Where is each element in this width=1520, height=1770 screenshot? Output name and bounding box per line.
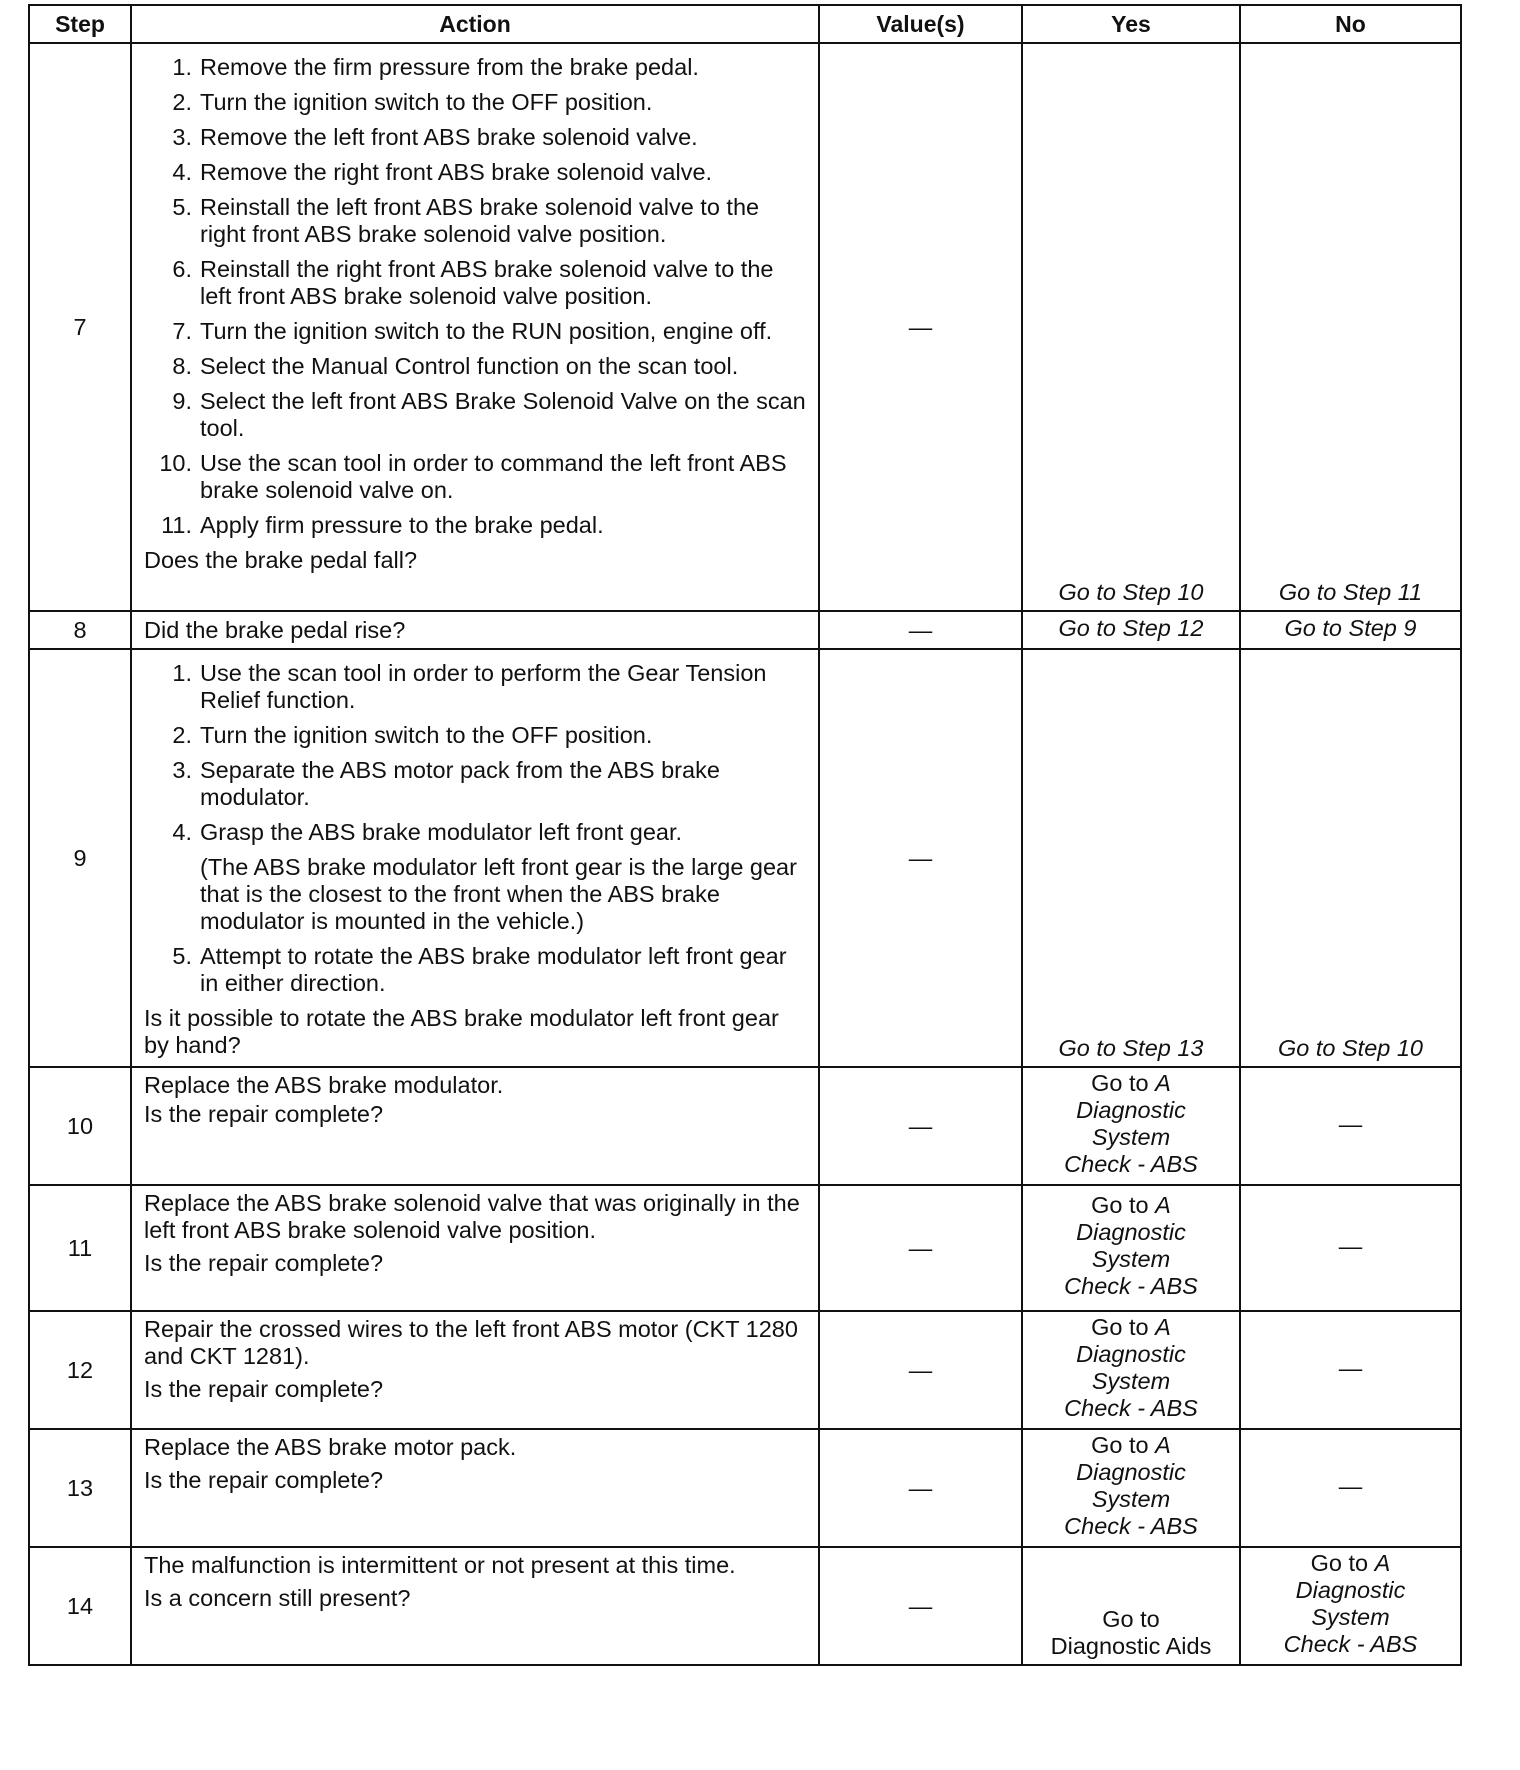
value-cell: —: [819, 1547, 1022, 1665]
table-row: [29, 1547, 1461, 1665]
value-cell: —: [819, 1429, 1022, 1547]
header-action: Action: [131, 5, 819, 43]
table-row: [29, 1311, 1461, 1429]
action-question: Is the repair complete?: [144, 1376, 384, 1402]
no-goto: —: [1240, 1067, 1461, 1185]
action-cell: [131, 611, 819, 649]
list-item: 2. Turn the ignition switch to the OFF position.: [172, 722, 653, 748]
list-item: 4. Grasp the ABS brake modulator left front gear.: [172, 819, 683, 845]
value-cell: —: [819, 649, 1022, 1067]
yes-goto: Go to A Diagnostic System Check - ABS: [1022, 1429, 1240, 1547]
action-cell: [131, 1311, 819, 1429]
step-number: 9: [29, 649, 131, 1067]
yes-goto: Go to Step 13: [1022, 649, 1240, 1067]
table-row: [29, 1185, 1461, 1311]
value-cell: —: [819, 611, 1022, 649]
action-question: Is it possible to rotate the ABS brake modulator left front gear by hand?: [144, 1005, 779, 1058]
action-list: [144, 943, 806, 997]
yes-goto: Go to A Diagnostic System Check - ABS: [1022, 1311, 1240, 1429]
list-item: 1. Remove the firm pressure from the brake pedal.: [172, 54, 699, 80]
list-item: 5. Attempt to rotate the ABS brake modulator left front gear in either direction.: [172, 943, 787, 996]
yes-goto: Go to A Diagnostic System Check - ABS: [1022, 1185, 1240, 1311]
header-yes: Yes: [1022, 5, 1240, 43]
header-no: No: [1240, 5, 1461, 43]
list-item: 3. Separate the ABS motor pack from the ABS brake modulator.: [172, 757, 720, 810]
action-question: Is the repair complete?: [144, 1467, 384, 1493]
yes-goto: Go to A Diagnostic System Check - ABS: [1022, 1067, 1240, 1185]
step-number: 14: [29, 1547, 131, 1665]
action-cell: [131, 1067, 819, 1185]
action-cell: [131, 649, 819, 1067]
action-list: [144, 660, 806, 846]
no-goto: —: [1240, 1185, 1461, 1311]
header-values: Value(s): [819, 5, 1022, 43]
no-goto: Go to Step 11: [1240, 43, 1461, 611]
action-cell: [131, 43, 819, 611]
action-question: Does the brake pedal fall?: [144, 547, 418, 573]
step-number: 7: [29, 43, 131, 611]
action-note: (The ABS brake modulator left front gear is the large gear that is the closest to the front when the ABS brake modulator is mounted in the vehicle.): [200, 854, 797, 934]
action-cell: [131, 1547, 819, 1665]
list-item: 5. Reinstall the left front ABS brake solenoid valve to the right front ABS brake solenoid valve position.: [172, 194, 760, 247]
action-cell: [131, 1185, 819, 1311]
list-item: 2. Turn the ignition switch to the OFF position.: [172, 89, 653, 115]
action-cell: [131, 1429, 819, 1547]
action-question: Is the repair complete?: [144, 1250, 384, 1276]
no-goto: Go to A Diagnostic System Check - ABS: [1240, 1547, 1461, 1665]
table-row: [29, 43, 1461, 611]
step-number: 12: [29, 1311, 131, 1429]
yes-goto: Go to Step 10: [1022, 43, 1240, 611]
list-item: 6. Reinstall the right front ABS brake solenoid valve to the left front ABS brake solenoid valve position.: [172, 256, 774, 309]
yes-goto: Go to Step 12: [1022, 611, 1240, 649]
no-goto: Go to Step 9: [1240, 611, 1461, 649]
action-question: Is a concern still present?: [144, 1585, 411, 1611]
action-line: Replace the ABS brake motor pack.: [144, 1434, 517, 1460]
table-row: [29, 1067, 1461, 1185]
list-item: 10. Use the scan tool in order to command the left front ABS brake solenoid valve on.: [159, 450, 787, 503]
action-line: The malfunction is intermittent or not present at this time.: [144, 1552, 736, 1578]
yes-goto: Go to Diagnostic Aids: [1022, 1547, 1240, 1665]
action-line: Replace the ABS brake solenoid valve that was originally in the left front ABS brake solenoid valve position.: [144, 1190, 800, 1243]
table-row: [29, 611, 1461, 649]
no-goto: Go to Step 10: [1240, 649, 1461, 1067]
list-item: 11. Apply firm pressure to the brake pedal.: [161, 512, 604, 538]
step-number: 11: [29, 1185, 131, 1311]
table-row: [29, 1429, 1461, 1547]
step-number: 8: [29, 611, 131, 649]
list-item: 7. Turn the ignition switch to the RUN position, engine off.: [172, 318, 773, 344]
step-number: 10: [29, 1067, 131, 1185]
list-item: 1. Use the scan tool in order to perform the Gear Tension Relief function.: [172, 660, 767, 713]
header-step: Step: [29, 5, 131, 43]
list-item: 4. Remove the right front ABS brake solenoid valve.: [172, 159, 713, 185]
table-row: [29, 649, 1461, 1067]
value-cell: —: [819, 1311, 1022, 1429]
value-cell: —: [819, 1185, 1022, 1311]
action-question: Did the brake pedal rise?: [144, 616, 406, 643]
value-cell: —: [819, 43, 1022, 611]
action-line: Replace the ABS brake modulator.: [144, 1072, 504, 1098]
value-cell: —: [819, 1067, 1022, 1185]
no-goto: —: [1240, 1429, 1461, 1547]
list-item: 9. Select the left front ABS Brake Solenoid Valve on the scan tool.: [172, 388, 806, 441]
list-item: 3. Remove the left front ABS brake solenoid valve.: [172, 124, 698, 150]
diagnostic-table: [28, 4, 1462, 1666]
header-row: [29, 5, 1461, 43]
step-number: 13: [29, 1429, 131, 1547]
action-list: [144, 54, 806, 539]
action-line: Repair the crossed wires to the left front ABS motor (CKT 1280 and CKT 1281).: [144, 1316, 798, 1369]
list-item: 8. Select the Manual Control function on the scan tool.: [172, 353, 739, 379]
action-question: Is the repair complete?: [144, 1101, 384, 1127]
no-goto: —: [1240, 1311, 1461, 1429]
